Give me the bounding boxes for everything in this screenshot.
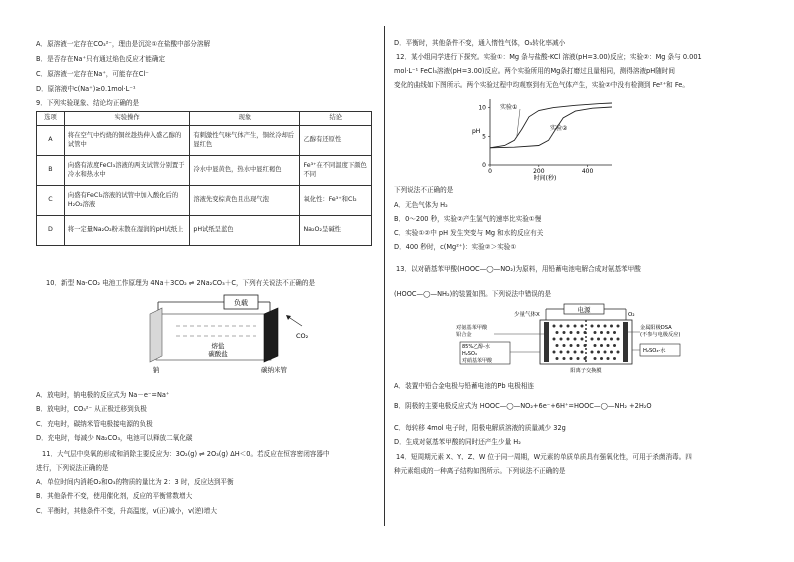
cell-phenomenon: 冷水中显黄色，热水中显红褐色	[190, 156, 300, 186]
q12-option-d: D．400 秒时，c(Mg²⁺)：实验②＞实验①	[394, 243, 517, 251]
particle	[567, 351, 570, 354]
gas-x-label: 少量气体X	[514, 312, 540, 318]
table-row	[37, 156, 372, 186]
particle	[563, 331, 566, 334]
particle	[604, 325, 607, 328]
particle	[581, 325, 584, 328]
particle	[597, 325, 600, 328]
sodium-label: 钠	[152, 366, 160, 374]
label-dsa-anode: 金属阳极DSA	[640, 325, 672, 331]
q8-option-c: C．原溶液一定存在Na⁺，可能存在Cl⁻	[36, 70, 149, 78]
chart-ticks	[478, 105, 593, 175]
cell-option: A	[37, 126, 65, 156]
chart-x-axis-label: 时间(秒)	[533, 175, 557, 182]
q10-stem: 10．新型 Na-CO₂ 电池工作原理为 4Na＋3CO₂ ⇌ 2Na₂CO₃＋C，下列有关说法不正确的是	[46, 279, 316, 287]
q11-option-c: C．平衡时，其他条件不变，升高温度，v(正)减小，v(逆)增大	[36, 507, 217, 515]
q8-option-b: B．是否存在Na⁺只有通过焰色反应才能确定	[36, 55, 166, 63]
q11-option-a: A．单位时间内消耗O₂和O₃的物质的量比为 2：3 时，反应达到平衡	[36, 478, 234, 486]
experiment-table	[36, 111, 372, 246]
sodium-electrode	[150, 308, 162, 362]
particle	[610, 325, 613, 328]
x-tick-label: 400	[581, 168, 594, 175]
q13-stem-line1: 13．以对硝基苯甲酸(HOOC—◯—NO₂)为原料，用铅蓄电池电解合成对氨基苯甲酸	[396, 265, 641, 273]
particle	[617, 338, 620, 341]
particle	[553, 351, 556, 354]
x-tick-label: 0	[488, 168, 492, 175]
q13-option-c: C．每转移 4mol 电子时，阳极电解质溶液的质量减少 32g	[394, 424, 566, 432]
table-row	[37, 186, 372, 216]
particle	[617, 351, 620, 354]
particle	[613, 331, 616, 334]
y-tick-label: 0	[482, 162, 486, 169]
label-not-participating: (不参与电极反应)	[640, 332, 681, 338]
particle	[581, 351, 584, 354]
particle	[613, 344, 616, 347]
particle	[594, 357, 597, 360]
q11-option-b: B．其他条件不变，使用催化剂，反应的平衡常数增大	[36, 492, 193, 500]
particle	[600, 357, 603, 360]
particle	[604, 351, 607, 354]
cell-option: D	[37, 216, 65, 246]
header-operation: 实验操作	[64, 112, 189, 126]
particle	[577, 357, 580, 360]
q12-question: 下列说法不正确的是	[394, 186, 454, 194]
q12-option-b: B．0～200 秒，实验②产生氢气的速率比实验①慢	[394, 215, 542, 223]
carbon-nanotube-label: 碳纳米管	[261, 366, 287, 374]
molten-salt-label: 熔盐	[211, 342, 225, 350]
q11-stem-line2: 进行，下列说法正确的是	[36, 464, 109, 472]
carbon-nanotube-electrode	[264, 308, 278, 362]
header-conclusion: 结论	[300, 112, 372, 126]
cell-conclusion: 乙醇有还原性	[300, 126, 372, 156]
q9-stem: 9．下列实验现象、结论均正确的是	[36, 99, 140, 107]
particle	[610, 351, 613, 354]
particle	[556, 331, 559, 334]
label-ethanol-water: 85%乙醇-水	[462, 344, 490, 350]
particle	[577, 344, 580, 347]
particle	[574, 338, 577, 341]
q12-option-c: C．实验①②中 pH 发生突变与 Mg 和水的反应有关	[394, 229, 544, 237]
label-h2so4-left: H₂SO₄	[462, 351, 477, 357]
particle	[607, 357, 610, 360]
table-row	[37, 216, 372, 246]
cell-operation: 将一定量Na₂O₂粉末散在湿润的pH试纸上	[64, 216, 189, 246]
q12-stem-line2: mol·L⁻¹ FeCl₃溶液(pH=3.00)反应。两个实验所用的Mg条打磨过且量相同，测得溶液pH随时间	[394, 67, 675, 75]
header-option: 选项	[37, 112, 65, 126]
particle	[563, 344, 566, 347]
particle	[604, 338, 607, 341]
series-label-1: 实验①	[500, 104, 518, 111]
x-tick-label: 200	[533, 168, 545, 175]
particle	[567, 338, 570, 341]
cell-option: B	[37, 156, 65, 186]
q11-option-d: D．平衡时，其他条件不变，通入惰性气体，O₃转化率减小	[394, 39, 566, 47]
particle	[591, 338, 594, 341]
particle	[617, 325, 620, 328]
cell-conclusion: 氧化性：Fe³⁺和Cl₂	[300, 186, 372, 216]
table-row	[37, 126, 372, 156]
particle	[556, 357, 559, 360]
chart-series-labels	[500, 103, 568, 140]
particle	[584, 344, 587, 347]
particle	[597, 338, 600, 341]
q10-option-d: D．充电时，每减少 Na₂CO₃，电池可以释放二氧化碳	[36, 434, 193, 442]
cell-operation: 向盛有FeCl₂溶液的试管中加入酸化后的H₂O₂溶液	[64, 186, 189, 216]
lead-alloy-cathode	[544, 322, 549, 362]
dsa-anode	[623, 322, 628, 362]
label-lead-alloy: 铅合金	[456, 332, 472, 338]
power-label: 电源	[577, 306, 591, 314]
load-label: 负载	[234, 299, 248, 307]
y-tick-label: 10	[478, 104, 486, 112]
particle	[607, 331, 610, 334]
particle	[574, 325, 577, 328]
cell-conclusion: Na₂O₂呈碱性	[300, 216, 372, 246]
particle	[613, 357, 616, 360]
q13-option-d: D．生成对氨基苯甲酸的同时还产生少量 H₂	[394, 438, 521, 446]
particle	[584, 331, 587, 334]
particle	[553, 325, 556, 328]
particle	[581, 338, 584, 341]
label-aminobenzoic-acid: 对氨基苯甲酸	[456, 325, 488, 331]
particle	[584, 357, 587, 360]
particle	[574, 351, 577, 354]
cell-conclusion: Fe³⁺在不同温度下颜色不同	[300, 156, 372, 186]
cell-phenomenon: pH试纸呈蓝色	[190, 216, 300, 246]
column-divider	[384, 26, 385, 526]
label-h2so4-water: H₂SO₄-水	[643, 348, 666, 354]
q10-option-b: B．放电时，CO₃²⁻ 从正极迁移到负极	[36, 405, 147, 413]
particle	[560, 338, 563, 341]
series-label-2: 实验②	[550, 125, 568, 132]
particle	[600, 344, 603, 347]
cell-phenomenon: 有刺激性气味气体产生，铜丝冷却后显红色	[190, 126, 300, 156]
y-tick-label: 5	[482, 133, 486, 141]
header-phenomenon: 现象	[190, 112, 300, 126]
q13-option-b: B．阴极的主要电极反应式为 HOOC—◯—NO₂+6e⁻+6H⁺=HOOC—◯—NH₂ +2H₂O	[394, 402, 652, 410]
particle	[560, 325, 563, 328]
particle	[594, 331, 597, 334]
table-header-row	[37, 112, 372, 126]
co2-label: CO₂	[296, 332, 309, 340]
cell-phenomenon: 溶液先变棕黄色且出现气泡	[190, 186, 300, 216]
carbonate-label: 碳酸盐	[208, 350, 228, 358]
q13-stem-line2: (HOOC—◯—NH₂)的装置如图。下列说法中错误的是	[394, 290, 552, 298]
electrolysis-diagram	[454, 302, 724, 374]
membrane-label: 阳离子交换膜	[570, 368, 602, 374]
cell-operation: 将在空气中灼烧的铜丝趁热伸入盛乙醇的试管中	[64, 126, 189, 156]
q14-stem-line1: 14．短周期元素 X、Y、Z、W 位于同一周期，W元素的单质单质具有强氧化性，可用于杀菌消毒。四	[396, 453, 692, 461]
chart-y-axis-label: pH	[472, 128, 481, 135]
particle	[591, 351, 594, 354]
q11-stem-line1: 11．大气层中臭氧的形成和消除主要反应为：3O₂(g) ⇌ 2O₃(g) ΔH＜0。若反应在恒容密闭容器中	[42, 450, 330, 458]
q10-option-c: C．充电时，碳纳米管电极接电源的负极	[36, 420, 153, 428]
particle	[610, 338, 613, 341]
q12-option-a: A．无色气体为 H₂	[394, 201, 448, 209]
battery-diagram	[136, 292, 326, 374]
label-nitrobenzoic-acid: 对硝基苯甲酸	[462, 358, 493, 364]
q12-stem-line1: 12．某小组同学进行下探究。实验①：Mg 条与盐酸-KCl 溶液(pH=3.00)反应；实验②：Mg 条与 0.001	[396, 53, 702, 61]
particle	[553, 338, 556, 341]
cell-operation: 向盛有浓度FeCl₃溶液的两支试管分别置于冷水和热水中	[64, 156, 189, 186]
particle	[570, 344, 573, 347]
particle	[570, 357, 573, 360]
o2-label: O₂	[628, 312, 635, 318]
particle	[591, 325, 594, 328]
q14-stem-line2: 种元素组成的一种离子结构如图所示。下列说法不正确的是	[394, 467, 566, 475]
ph-time-chart	[466, 93, 616, 183]
q12-stem-line3: 变化的曲线如下图所示。两个实验过程中均观察到有无色气体产生，实验②中没有检测到 Fe²⁺和 Fe。	[394, 81, 689, 89]
particle	[607, 344, 610, 347]
cell-option: C	[37, 186, 65, 216]
q10-option-a: A．放电时，钠电极的反应式为 Na－e⁻=Na⁺	[36, 391, 170, 399]
particle	[570, 331, 573, 334]
particle	[577, 331, 580, 334]
particle	[567, 325, 570, 328]
particle	[563, 357, 566, 360]
particle	[560, 351, 563, 354]
q8-option-a: A．原溶液一定存在CO₃²⁻，理由是沉淀①在盐酸中部分溶解	[36, 40, 211, 48]
particle	[556, 344, 559, 347]
particle	[600, 331, 603, 334]
particle	[594, 344, 597, 347]
particle	[597, 351, 600, 354]
q8-option-d: D．原溶液中c(Na⁺)≥0.1mol·L⁻¹	[36, 85, 136, 93]
q13-option-a: A．装置中铅合金电极与铅蓄电池的Pb 电极相连	[394, 382, 535, 390]
